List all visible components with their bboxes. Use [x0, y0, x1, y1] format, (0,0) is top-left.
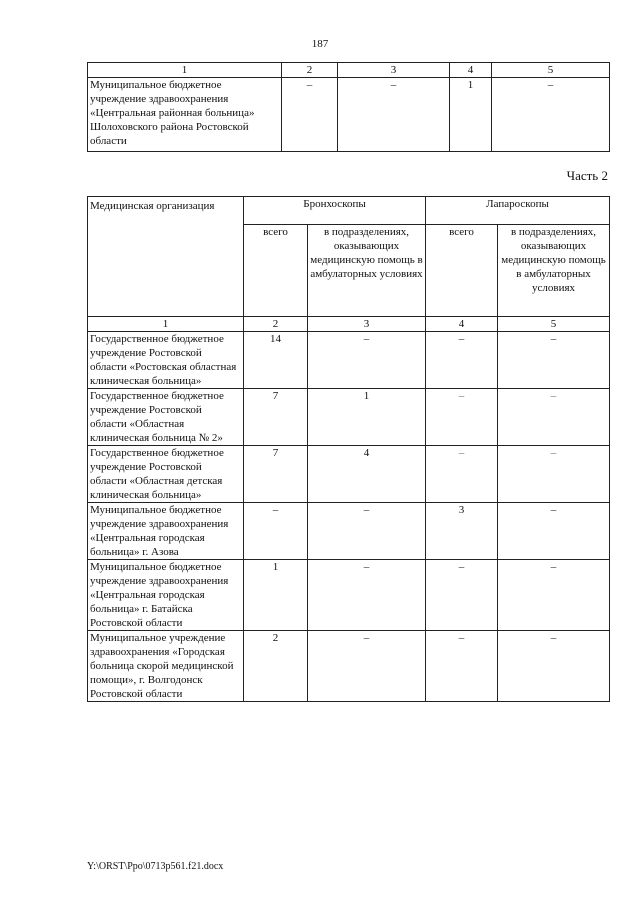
cell-value: –	[498, 560, 610, 631]
org-name: Муниципальное бюджетное учреждение здравоохранения «Центральная городская больница» г. Азова	[88, 503, 244, 560]
sub-header-total: всего	[426, 225, 498, 317]
cell-value: –	[498, 503, 610, 560]
cell-value: –	[244, 503, 308, 560]
sub-header-total: всего	[244, 225, 308, 317]
cell-value: 1	[244, 560, 308, 631]
cell-value: –	[338, 78, 450, 152]
col-number: 4	[450, 63, 492, 78]
cell-value: 1	[308, 389, 426, 446]
cell-value: 14	[244, 332, 308, 389]
table-part1	[87, 62, 610, 152]
table-part2	[87, 196, 610, 702]
cell-value: –	[498, 446, 610, 503]
table-row	[88, 332, 610, 389]
table-row	[88, 446, 610, 503]
cell-value: 1	[450, 78, 492, 152]
cell-value: –	[308, 503, 426, 560]
table2-group-header	[88, 197, 610, 225]
cell-value: 7	[244, 389, 308, 446]
group-header-laparoscopes: Лапароскопы	[426, 197, 610, 225]
table-row	[88, 560, 610, 631]
table-row	[88, 631, 610, 702]
org-name: Государственное бюджетное учреждение Ростовской области «Областная детская клиническая больница»	[88, 446, 244, 503]
sub-header-ambulatory: в подразделениях, оказывающих медицинскую помощь в амбулаторных условиях	[308, 225, 426, 317]
col-number: 1	[88, 63, 282, 78]
cell-value: –	[308, 332, 426, 389]
cell-value: 2	[244, 631, 308, 702]
cell-value: 4	[308, 446, 426, 503]
cell-value: 7	[244, 446, 308, 503]
cell-value: –	[308, 560, 426, 631]
col-number: 5	[498, 317, 610, 332]
org-name: Государственное бюджетное учреждение Ростовской области «Областная клиническая больница № 2»	[88, 389, 244, 446]
page-number: 187	[311, 38, 329, 50]
col-number: 2	[282, 63, 338, 78]
cell-value: 3	[426, 503, 498, 560]
col-number: 3	[338, 63, 450, 78]
col-number: 1	[88, 317, 244, 332]
org-name: Муниципальное бюджетное учреждение здравоохранения «Центральная районная больница» Шолоховского района Ростовской области	[88, 78, 282, 152]
org-name: Муниципальное бюджетное учреждение здравоохранения «Центральная городская больница» г. Батайска Ростовской области	[88, 560, 244, 631]
table2-number-row	[88, 317, 610, 332]
cell-value: –	[308, 631, 426, 702]
cell-value: –	[426, 446, 498, 503]
org-header: Медицинская организация	[88, 197, 244, 317]
table-row	[88, 503, 610, 560]
org-name: Государственное бюджетное учреждение Ростовской области «Ростовская областная клиническая больница»	[88, 332, 244, 389]
file-path-footer: Y:\ORST\Ppo\0713p561.f21.docx	[87, 861, 224, 872]
cell-value: –	[498, 389, 610, 446]
org-name: Муниципальное учреждение здравоохранения «Городская больница скорой медицинской помощи», г. Волгодонск Ростовской области	[88, 631, 244, 702]
cell-value: –	[426, 332, 498, 389]
cell-value: –	[498, 332, 610, 389]
cell-value: –	[426, 389, 498, 446]
table1-header-row	[88, 63, 610, 78]
group-header-bronchoscopes: Бронхоскопы	[244, 197, 426, 225]
part-title: Часть 2	[566, 168, 608, 183]
col-number: 5	[492, 63, 610, 78]
cell-value: –	[498, 631, 610, 702]
cell-value: –	[282, 78, 338, 152]
sub-header-ambulatory: в подразделениях, оказывающих медицинскую помощь в амбулаторных условиях	[498, 225, 610, 317]
cell-value: –	[426, 631, 498, 702]
col-number: 2	[244, 317, 308, 332]
col-number: 3	[308, 317, 426, 332]
col-number: 4	[426, 317, 498, 332]
cell-value: –	[426, 560, 498, 631]
cell-value: –	[492, 78, 610, 152]
table-row	[88, 389, 610, 446]
table-row	[88, 78, 610, 152]
